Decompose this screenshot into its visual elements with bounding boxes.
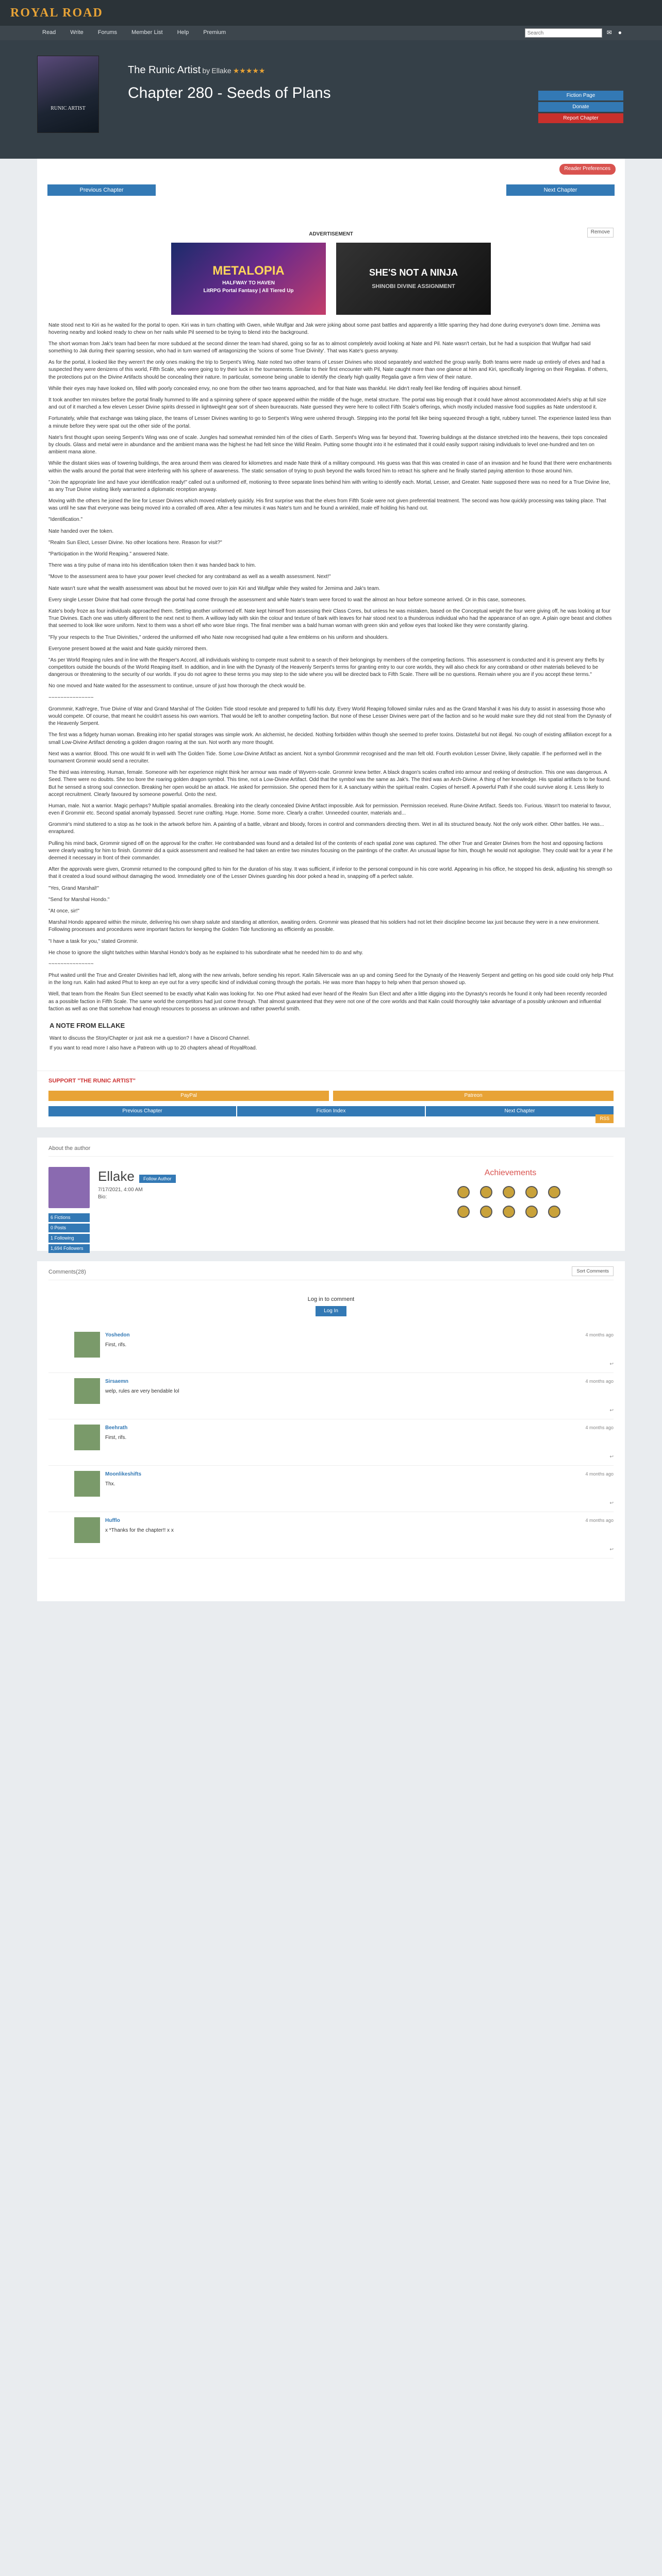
author-note-line: If you want to read more I also have a Patreon with up to 20 chapters ahead of RoyalRoad.	[49, 1045, 257, 1052]
author-note	[37, 1014, 625, 1071]
author-stat[interactable]: 1,694 Followers	[48, 1244, 90, 1253]
comment-time: 4 months ago	[585, 1518, 614, 1523]
achievements-title: Achievements	[484, 1168, 537, 1177]
nav-premium[interactable]: Premium	[203, 29, 226, 36]
comment-time: 4 months ago	[585, 1332, 614, 1338]
chapter-title: Chapter 280 - Seeds of Plans	[128, 84, 331, 101]
reply-link[interactable]: ↩	[609, 1361, 614, 1367]
search-input[interactable]	[525, 28, 602, 38]
by-text: by	[202, 66, 210, 75]
author-note-line: Want to discuss the Story/Chapter or just ask me a question? I have a Discord Channel.	[49, 1035, 250, 1041]
patreon-button[interactable]: Patreon	[333, 1091, 614, 1101]
achievement-badge-icon[interactable]	[503, 1206, 515, 1218]
chapter-paragraph: While the distant skies was of towering buildings, the area around them was cleared for kilometres and made Nate think of a military compound. His guess was that this was created in case of an invasion and he found that there were enchantments within the walls around the portal that were interfering with his sphere of awareness. The static sensation of trying to push beyond the walls forced him to retract his sphere and he finally started paying attention to those around him.	[48, 461, 612, 474]
chapter-paragraph: Fortunately, while that exchange was taking place, the teams of Lesser Divines wanting to go to Serpent's Wing were ushered through. Stepping into the portal felt like being squeezed through a tight, rubbery tunnel. The experience lasted less than a minute before they were spat out the other side of the portal.	[48, 416, 611, 429]
nav-write[interactable]: Write	[70, 29, 84, 36]
remove-ad-button[interactable]: Remove	[587, 228, 614, 238]
chapter-paragraph: Nate stood next to Kiri as he waited for the portal to open. Kiri was in turn chatting with Gwen, while Wulfgar and Jak were joking about some past battles and apparently a little sparring they had done during everyone's down time. Jemima was hovering nearby and looked ready to chew on her nails while Pil seemed to be trying to blend into the background.	[48, 322, 601, 335]
previous-chapter-button-bottom[interactable]: Previous Chapter	[48, 1106, 236, 1116]
search-area	[525, 28, 623, 38]
comment-time: 4 months ago	[585, 1425, 614, 1431]
top-navbar	[0, 0, 662, 26]
comment-time: 4 months ago	[585, 1471, 614, 1477]
chapter-content	[37, 221, 625, 1014]
ad2-sub: SHINOBI DIVINE ASSIGNMENT	[372, 283, 455, 290]
chapter-paragraph: While their eyes may have looked on, filled with poorly concealed envy, no one from the other two teams approached, and for that Nate was thankful. He didn't really feel like fending off inquiries about himself.	[48, 385, 522, 392]
comments-section	[37, 1261, 625, 1601]
achievement-badge-icon[interactable]	[525, 1186, 538, 1198]
achievement-badge-icon[interactable]	[548, 1206, 560, 1218]
nav-read[interactable]: Read	[42, 29, 56, 36]
achievement-badge-icon[interactable]	[457, 1186, 470, 1198]
comment-avatar[interactable]	[74, 1378, 100, 1404]
chapter-paragraph: The first was a fidgety human woman. Breaking into her spatial storages was simple work. An alchemist, he decided. Nothing forbidden within though she seemed to prefer toxins. Distasteful but not illegal. No cough of existing affiliation except for a small Low-Divine Artifact denoting a golden dragon roaring at the sun. Not worth any more thought.	[48, 732, 612, 745]
ad-ninja[interactable]	[336, 243, 491, 315]
fiction-index-button[interactable]: Fiction Index	[237, 1106, 425, 1116]
comment-time: 4 months ago	[585, 1379, 614, 1384]
author-avatar[interactable]	[48, 1167, 90, 1208]
chapter-paragraph: Grommir's mind stuttered to a stop as he took in the artwork before him. A painting of a battle, vibrant and bloody, forces in control and commanders directing them. Wet in all its structured beauty. Not the only work either. Other battles. He was... enraptured.	[48, 822, 604, 835]
comment-author[interactable]: Moonlikeshifts	[105, 1471, 142, 1478]
comment	[48, 1327, 614, 1373]
comment-author[interactable]: Yoshedon	[105, 1332, 130, 1338]
chapter-paragraph: Moving with the others he joined the line for Lesser Divines which moved relatively quickly. His first surprise was that the elves from Fifth Scale were not given preferential treatment. The second was how quickly processing was taking place. That was until he saw that everyone was being moved into a corralled off area. After a few minutes it was Nate's turn and he found a wrinkled, male elf holding his hand out.	[48, 498, 606, 512]
comment-text: First, rifs.	[105, 1342, 127, 1348]
fiction-cover[interactable]: RUNIC ARTIST	[37, 56, 99, 133]
report-chapter-button[interactable]: Report Chapter	[538, 113, 623, 123]
chapter-paragraph: "Participation in the World Reaping." answered Nate.	[48, 551, 169, 557]
chapter-paragraph: Nate's first thought upon seeing Serpent's Wing was one of scale. Jungles had somewhat reminded him of the cities of Earth. Serpent's Wing was far beyond that. Towering buildings at the distance stretched into the heavens, their tops concealed by clouds. Glass and metal were in abundance and the ambient mana was the highest he had felt since the Wild Realm. Putting some thought into it he estimated that it could easily support raising individuals to level one-hundred and ten on ambient mana alone.	[48, 434, 607, 455]
chapter-paragraph: Marshal Hondo appeared within the minute, delivering his own sharp salute and standing at attention, awaiting orders. Grommir was pleased that his soldiers had not let their discipline become lax just because they were in a new environment. Following processes and procedures were important factors for keeping the Golden Tide functioning as efficiently as possible.	[48, 920, 600, 933]
chapter-paragraph: Kate's body froze as four individuals approached them. Setting another uniformed elf. Nate kept himself from assessing their Class Cores, but unless he was mistaken, based on the Conceptual weight the four were giving off, he was looking at four True Divines. Each one was utterly different to the next next to them. A willowy lady with skin the colour and texture of bark with leaves for hair stood next to a thunderous individual who had the appearance of an ogre. A plain ogre beast and clothes that seemed to look like wore uniform. Next to them was a short elf who wore blue rings. The final member was a bald human woman with green skin and yellow eyes that looked like they were constantly glaring.	[48, 608, 612, 629]
ad1-sub: HALFWAY TO HAVEN	[222, 280, 275, 286]
chapter-paragraph: "Join the appropriate line and have your identification ready!" called out a uniformed elf, motioning to three separate lines behind him with writing to identify each. Mortal, Lesser, and Greater. Nate supposed there was no need for a True Divine line, as any True Divine visiting likely warranted a diplomatic reception anyway.	[48, 479, 610, 493]
fiction-title[interactable]: The Runic Artist	[128, 64, 201, 76]
comment-avatar[interactable]	[74, 1517, 100, 1543]
chapter-paragraph: No one moved and Nate waited for the assessment to continue, unsure of just how thorough the check would be.	[48, 683, 306, 689]
chapter-paragraph: He chose to ignore the slight twitches within Marshal Hondo's body as he explained to his subordinate what he needed him to do and why.	[48, 950, 363, 956]
achievement-badge-icon[interactable]	[480, 1206, 492, 1218]
author-name[interactable]: Ellake	[211, 66, 231, 75]
chapter-header	[0, 40, 662, 159]
chapter-paragraph: There was a tiny pulse of mana into his identification token then it was handed back to him.	[48, 563, 256, 569]
ad1-title: METALOPIA	[212, 263, 285, 278]
login-prompt: Log in to comment	[307, 1296, 355, 1302]
comment-author[interactable]: Sirsaemn	[105, 1379, 129, 1385]
follow-author-button[interactable]: Follow Author	[139, 1175, 176, 1183]
chapter-text	[48, 322, 614, 1014]
reply-link[interactable]: ↩	[609, 1500, 614, 1506]
author-stat[interactable]: 0 Posts	[48, 1224, 90, 1232]
nav-member-list[interactable]: Member List	[131, 29, 163, 36]
sub-navbar	[0, 26, 662, 40]
comment-avatar[interactable]	[74, 1425, 100, 1450]
chapter-paragraph: "At once, sir!"	[48, 908, 79, 914]
chapter-paragraph: Human, male. Not a warrior. Magic perhaps? Multiple spatial anomalies. Breaking into the clearly concealed Divine Artifact impossible. Ask for permission. Permission received. Rune-Divine Artifact. Seeds too. Furious. Wasn't too material to favour, even if Grommir etc. Second spatial anomaly bypassed. Secret rune crafting. Huge. Home. Some more. Clearly a crafter. Unneeded counter, materials and...	[48, 803, 611, 817]
chapter-paragraph: After the approvals were given, Grommir returned to the compound gifted to him for the duration of his stay. It was sufficient, if inferior to the personal compound in his core world. Appearing in his office, he stopped his desk, adjusting his strength so that it created a loud sound without damaging the wood. Immediately one of the Lesser Divines guarding his door poked a head in, snapping off a perfect salute.	[48, 867, 613, 880]
next-chapter-button-bottom[interactable]: Next Chapter	[426, 1106, 614, 1116]
comment-avatar[interactable]	[74, 1332, 100, 1358]
comment	[48, 1466, 614, 1512]
chapter-paragraph: "Move to the assessment area to have your power level checked for any contraband as well as a wealth assessment. Next!"	[48, 574, 331, 580]
chapter-paragraph: Everyone present bowed at the waist and Nate quickly mirrored them.	[48, 646, 208, 652]
paypal-button[interactable]: PayPal	[48, 1091, 329, 1101]
site-logo[interactable]: ROYAL ROAD	[10, 6, 103, 20]
comment-text: First, rifs.	[105, 1434, 127, 1440]
nav-forums[interactable]: Forums	[97, 29, 118, 36]
ad1-small: LitRPG Portal Fantasy | All Tiered Up	[203, 287, 294, 294]
author-stat[interactable]: 1 Following	[48, 1234, 90, 1243]
nav-help[interactable]: Help	[177, 29, 189, 36]
comment-text: welp, rules are very bendable lol	[105, 1388, 179, 1394]
chapter-paragraph: The third was interesting. Human, female. Someone with her experience might think her armour was made of Wyvern-scale. Grommir knew better. A black dragon's scales crafted into armour and reeking of destruction. This one was dangerous. A Seed. There were no doubts. She too bore the roaring golden dragon symbol. This time, not a Low-Divine Artifact. Odd that the symbol was the same as Jak's. The third was an Arch-Divine. A thing of her knowledge. His spatial artifacts to be found. But he sensed a strong soul connection. Breaking her open would be an attack. He asked for permission. She opened them for it. A sanctuary within the spiritual realm. Copies of herself. A powerful Path if she could survive along it. Less likely to accept recruitment. Clearly favoured by someone powerful. Onto the next.	[48, 770, 611, 798]
about-author	[37, 1138, 625, 1251]
reply-link[interactable]: ↩	[609, 1408, 614, 1413]
ad-banner-row	[48, 243, 614, 315]
achievement-badge-icon[interactable]	[525, 1206, 538, 1218]
reader-preferences-button[interactable]: Reader Preferences	[559, 164, 616, 175]
achievement-badge-icon[interactable]	[480, 1186, 492, 1198]
chapter-info	[128, 63, 331, 105]
chapter-paragraph: Pulling his mind back, Grommir signed off on the approval for the crafter. He contrabanded was found and a detailed list of the contents of each spatial zone was captured. The other True and Greater Divines from the host and opposing factions were clearly waiting for him to finish. Grommir did a quick assessment and realised he had taken an entire two minutes focusing on the paintings of the crafter. An unusual lapse for him, though he would not apologise. They could wait for a year if he deemed it necessary in front of their commander.	[48, 840, 613, 861]
chapter-paragraph: "Fly your respects to the True Divinities," ordered the uniformed elf who Nate now recognised had quite a few emblems on his uniform and shoulders.	[48, 634, 389, 640]
chapter-paragraph: Nate wasn't sure what the wealth assessment was about but he moved over to join Kiri and Wulfgar while they waited for Jemima and Jak's team.	[48, 585, 380, 591]
achievement-badge-icon[interactable]	[548, 1186, 560, 1198]
comment-author[interactable]: Hufflo	[105, 1518, 120, 1524]
achievement-badge-icon[interactable]	[457, 1206, 470, 1218]
chapter-paragraph: As for the portal, it looked like they weren't the only ones making the trip to Serpent's Wing. Nate noted two other teams of Lesser Divines who stood separately and watched the group warily. Both teams were made up entirely of elves and had a suspected they were denizens of this world, Fifth Scale, who were going to try their luck in the tournaments. Similar to their first encounter with Pil, Nate caught more than one glance at him and Kiri, specifically lingering on their Regalias. If others, the protections put on the Divine Artifacts should be concealing their nature. In particular, someone being unable to identify the clearly high quality Regalia gave a firm view of their nature.	[48, 360, 608, 380]
comment-author[interactable]: Beehrath	[105, 1425, 128, 1431]
author-joined: 7/17/2021, 4:00 AM	[98, 1187, 143, 1193]
comments-header: Comments(28)	[48, 1268, 614, 1280]
chapter-paragraph: The short woman from Jak's team had been far more subdued at the second dinner the team had shared, going so far as to almost completely avoid looking at Nate and Pil. Nate wasn't certain, but he had a suspicion that Wulfgar had said something to Jak during their sparring session, who had in turn warned off antagonizing the 'scions of some True Divinity'. That was Kate's guess anyway.	[48, 341, 591, 354]
chapter-paragraph: Next was a warrior. Blood. This one would fit in well with The Golden Tide. Some Low-Divine Artifact as ancient. Not a symbol Grommmir recognised and the man felt old. Fourth evolution Lesser Divine, likely capable. If he performed well in the tournament Grommir would send a recruiter.	[48, 751, 602, 764]
support-panel	[37, 1071, 625, 1127]
chapter-paragraph: ~~~~~~~~~~~~~~~	[48, 694, 94, 701]
next-chapter-button[interactable]: Next Chapter	[506, 184, 615, 196]
author-bio: Bio:	[98, 1194, 107, 1200]
ad-metalopia[interactable]	[171, 243, 326, 315]
bell-icon[interactable]: ✉	[606, 29, 612, 37]
chapter-paragraph: "Realm Sun Elect, Lesser Divine. No other locations here. Reason for visit?"	[48, 539, 222, 546]
ad2-title: SHE'S NOT A NINJA	[369, 267, 458, 278]
about-author-header: About the author	[48, 1145, 614, 1157]
fiction-page-button[interactable]: Fiction Page	[538, 91, 623, 100]
chapter-paragraph: Grommmir, Kath'egre, True Divine of War and Grand Marshal of The Golden Tide stood resolute and prepared to fulfil his duty. Every World Reaping followed similar rules and as the Grand Marshal it was his duty to assist in assessing those who would compete. Of course, that meant he couldn't assess his own warriors. That would be left to another competing faction. But none of these Lesser Divines were part of the faction and so he would make sure they did not steal from the Dynasty of the Heavenly Serpent.	[48, 706, 611, 727]
comment	[48, 1419, 614, 1466]
comment	[48, 1373, 614, 1419]
previous-chapter-button[interactable]: Previous Chapter	[47, 184, 156, 196]
chapter-paragraph: Nate handed over the token.	[48, 528, 114, 534]
comment-avatar[interactable]	[74, 1471, 100, 1497]
ad-label: ADVERTISEMENT	[309, 231, 353, 237]
chapter-paragraph: Every single Lesser Divine that had come through the portal had come through the assessment and while Nate's team were forced to wait the almost an hour before someone arrived. Or in this case, someones.	[48, 597, 526, 603]
sort-comments-button[interactable]: Sort Comments	[572, 1266, 614, 1276]
donate-button[interactable]: Donate	[538, 102, 623, 112]
achievement-badge-icon[interactable]	[503, 1186, 515, 1198]
chapter-paragraph: "I have a task for you," stated Grommir.	[48, 938, 138, 944]
chapter-paragraph: It took another ten minutes before the portal finally hummed to life and a spinning sphere of space appeared within the middle of the huge, metal structure. The portal was big enough that it could have almost accommodated Ariel's ship at full size and out of it marched a few eleven Lesser Divine spirits dressed in lightweight gear sort of sheen bureaucrats. Nate guessed they were here to collect Fifth Scale's offerings, which mostly included massive food supplies as Nate understood it.	[48, 397, 606, 411]
chapter-paragraph: Well, that team from the Realm Sun Elect seemed to be exactly what Kalin was looking for. No one Phut asked had ever heard of the Realm Sun Elect and after a little digging into the Dynasty's records he found it only had been recently recorded as a possible faction in Fifth Scale. The same world the competitors had just come through. That almost guaranteed that they were not one of the core worlds and that Kalin could thoroughly take advantage of a possibly unknown and influential faction as well as one that somehow had enough resources to possess an unknown and rather powerful smith.	[48, 991, 607, 1012]
author-note-title: A NOTE FROM ELLAKE	[49, 1022, 125, 1029]
comment-text: x *Thanks for the chapter!! x x	[105, 1527, 174, 1533]
chapter-paragraph: "Yes, Grand Marshal!"	[48, 885, 99, 891]
reply-link[interactable]: ↩	[609, 1454, 614, 1460]
chapter-paragraph: "Identification."	[48, 517, 83, 523]
chapter-paragraph: ~~~~~~~~~~~~~~~	[48, 961, 94, 967]
login-button[interactable]: Log In	[316, 1306, 346, 1317]
rating-stars: ★★★★★	[233, 66, 266, 75]
author-stat[interactable]: 6 Fictions	[48, 1213, 90, 1222]
comment-text: Thx.	[105, 1481, 115, 1487]
reply-link[interactable]: ↩	[609, 1547, 614, 1552]
chapter-nav-panel	[37, 159, 625, 221]
chapter-paragraph: "As per World Reaping rules and in line with the Reaper's Accord, all individuals wishing to compete must submit to a search of their belongings by members of the competing factions. This assessment is conducted and it is prevent any thefts by competitors outside the bounds of the World Reaping itself. In addition, and in line with the Dynasty of the Heavenly Serpent's terms for granting entry to our core worlds, they will also check for any contraband or other materials believed to be dangerous or threatening to the security of our worlds. If you do not agree to these terms you may step to the side where you will be directed back to Fifth Scale. There will be no questions. Remain where you are if you accept these terms."	[48, 657, 604, 678]
chapter-actions	[538, 91, 623, 123]
support-title: SUPPORT "THE RUNIC ARTIST"	[48, 1078, 136, 1084]
user-icon[interactable]: ●	[618, 29, 622, 37]
comment	[48, 1512, 614, 1558]
achievements	[407, 1167, 614, 1253]
chapter-paragraph: Phut waited until the True and Greater Divinities had left, along with the new arrivals, before sending his report. Kalin Silverscale was an up and coming Seed for the Dynasty of the Heavenly Serpent and getting on his good side could only help Phut in the long run. Kalin had asked Phut to keep an eye out for a very specific kind of individual coming through the portals. He was more than happy to help when that person showed up.	[48, 973, 614, 986]
rss-button[interactable]: RSS	[595, 1114, 614, 1123]
author-profile-name[interactable]: Ellake	[98, 1168, 135, 1184]
chapter-paragraph: "Send for Marshal Hondo."	[48, 896, 110, 903]
